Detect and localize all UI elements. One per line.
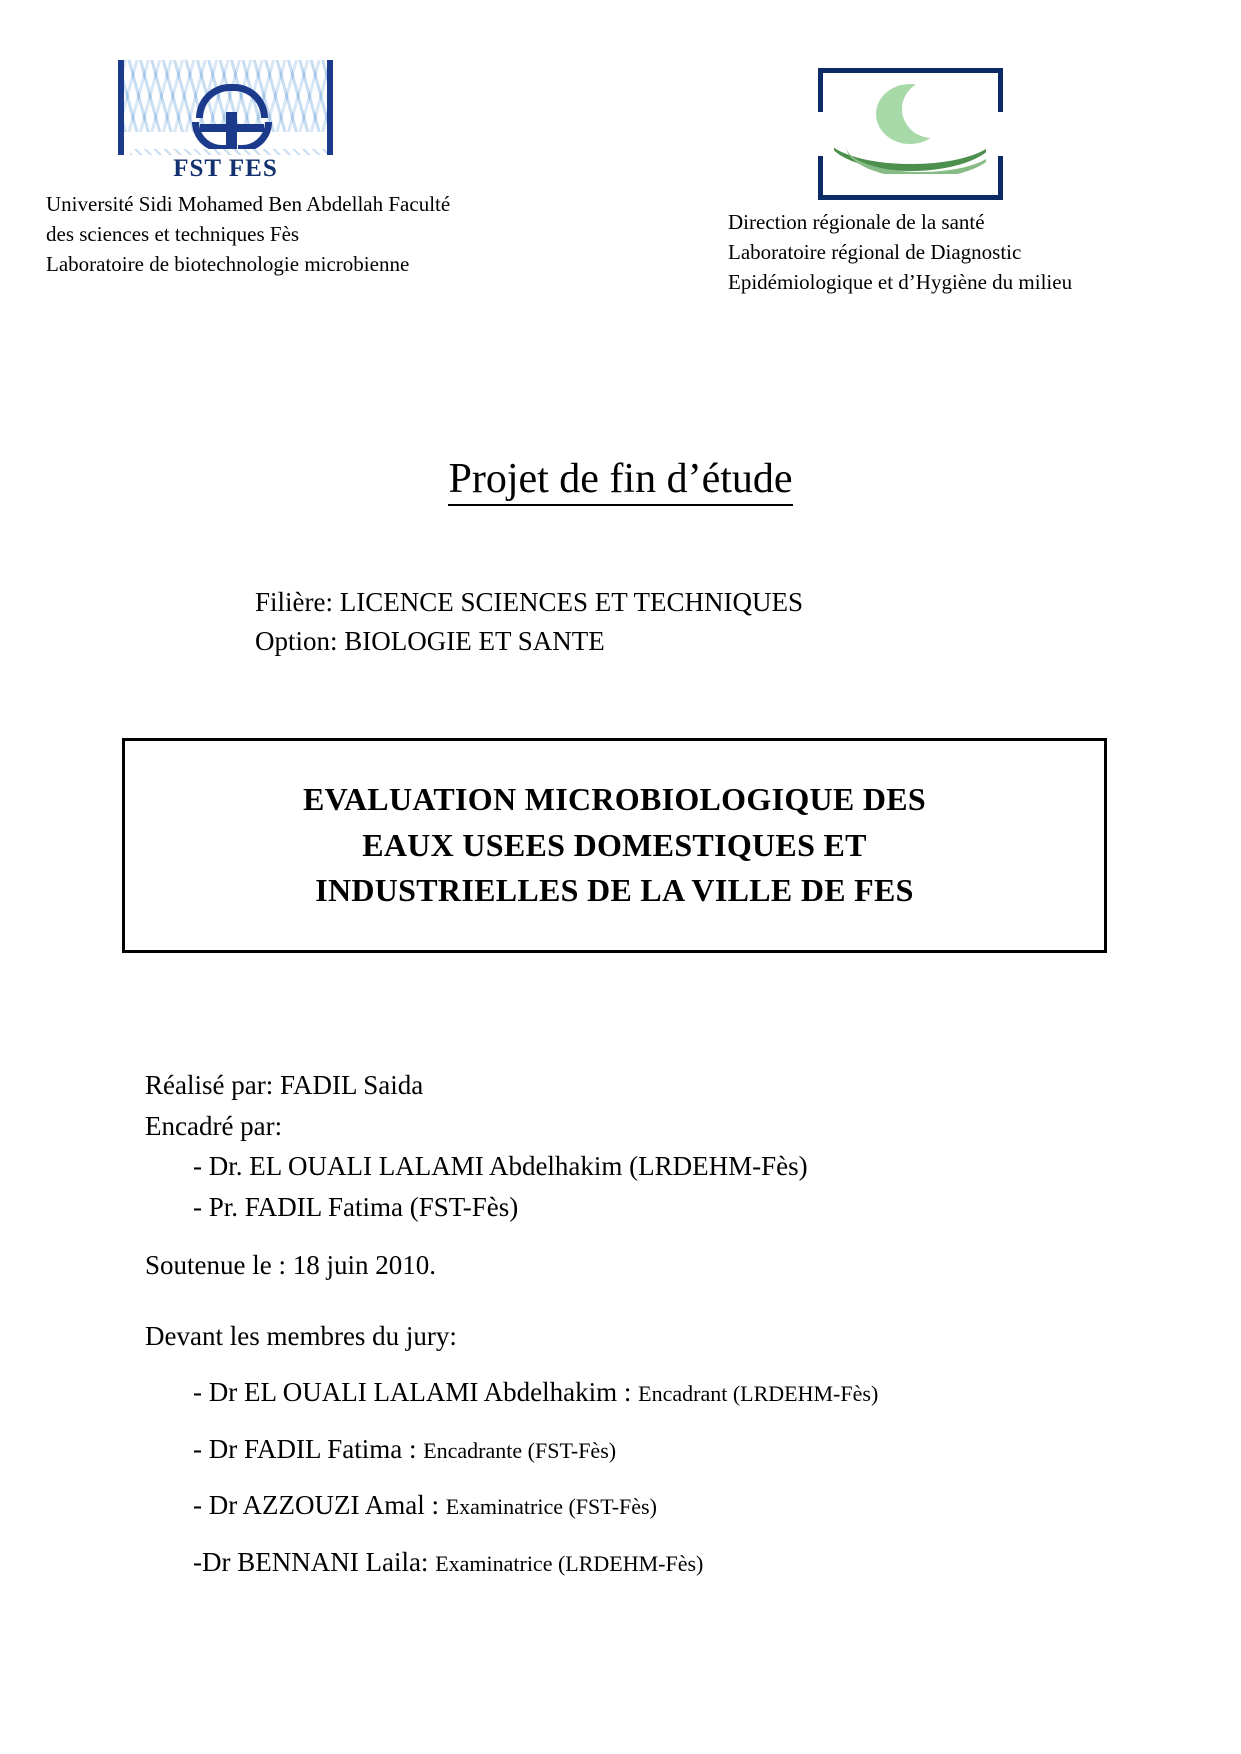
wave-icon bbox=[834, 130, 986, 174]
right-affiliation-line-1: Direction régionale de la santé bbox=[728, 210, 985, 234]
jury-member-role: Examinatrice (FST-Fès) bbox=[445, 1494, 657, 1519]
supervisor-1: - Dr. EL OUALI LALAMI Abdelhakim (LRDEHM-Fès) bbox=[193, 1151, 808, 1181]
document-header bbox=[0, 50, 1241, 310]
jury-member-role: Encadrante (FST-Fès) bbox=[423, 1437, 617, 1463]
left-affiliation-line-2: des sciences et techniques Fès bbox=[46, 221, 300, 246]
jury-member-name: - Dr FADIL Fatima : bbox=[193, 1433, 424, 1464]
jury-label: Devant les membres du jury: bbox=[145, 1320, 457, 1351]
jury-member-name: - Dr EL OUALI LALAMI Abdelhakim : bbox=[193, 1377, 639, 1407]
fst-fes-logo bbox=[118, 60, 333, 185]
left-affiliation-line-3: Laboratoire de biotechnologie microbienne bbox=[46, 251, 410, 276]
supervisors-label: Encadré par: bbox=[145, 1110, 283, 1141]
document-type-title-text: Projet de fin d’étude bbox=[448, 456, 792, 506]
left-affiliation bbox=[46, 190, 566, 279]
thesis-title-line-3: INDUSTRIELLES DE LA VILLE DE FES bbox=[315, 872, 914, 909]
right-affiliation bbox=[728, 208, 1228, 297]
author-line: Réalisé par: FADIL Saida bbox=[145, 1070, 424, 1100]
thesis-title-line-1: EVALUATION MICROBIOLOGIQUE DES bbox=[302, 781, 927, 818]
supervisor-2: - Pr. FADIL Fatima (FST-Fès) bbox=[193, 1191, 519, 1222]
thesis-title bbox=[285, 777, 944, 913]
program-info bbox=[255, 583, 1055, 661]
left-affiliation-line-1: Université Sidi Mohamed Ben Abdellah Faculté bbox=[46, 192, 451, 216]
document-type-title bbox=[0, 455, 1241, 503]
jury-member-name: - Dr AZZOUZI Amal : bbox=[193, 1490, 446, 1520]
jury-member-name: -Dr BENNANI Laila: bbox=[193, 1546, 436, 1577]
right-affiliation-line-2: Laboratoire régional de Diagnostic bbox=[728, 239, 1022, 264]
jury-member bbox=[145, 1542, 1145, 1583]
document-info bbox=[145, 1065, 1145, 1582]
jury-member-role: Examinatrice (LRDEHM-Fès) bbox=[435, 1550, 704, 1576]
thesis-title-box bbox=[122, 738, 1107, 953]
fst-logo-glyph-icon bbox=[186, 78, 278, 156]
jury-member-role: Encadrant (LRDEHM-Fès) bbox=[638, 1381, 879, 1406]
jury-member bbox=[145, 1485, 1145, 1526]
jury-member bbox=[145, 1372, 1145, 1413]
filiere-line: Filière: LICENCE SCIENCES ET TECHNIQUES bbox=[255, 587, 803, 617]
right-affiliation-line-3: Epidémiologique et d’Hygiène du milieu bbox=[728, 269, 1073, 294]
jury-member bbox=[145, 1429, 1145, 1470]
jury-list bbox=[145, 1372, 1145, 1582]
regional-health-direction-logo bbox=[818, 68, 1003, 200]
option-line: Option: BIOLOGIE ET SANTE bbox=[255, 626, 605, 657]
fst-logo-caption: FST FES bbox=[118, 155, 333, 183]
defense-date: Soutenue le : 18 juin 2010. bbox=[145, 1250, 436, 1280]
thesis-title-line-2: EAUX USEES DOMESTIQUES ET bbox=[362, 826, 867, 863]
